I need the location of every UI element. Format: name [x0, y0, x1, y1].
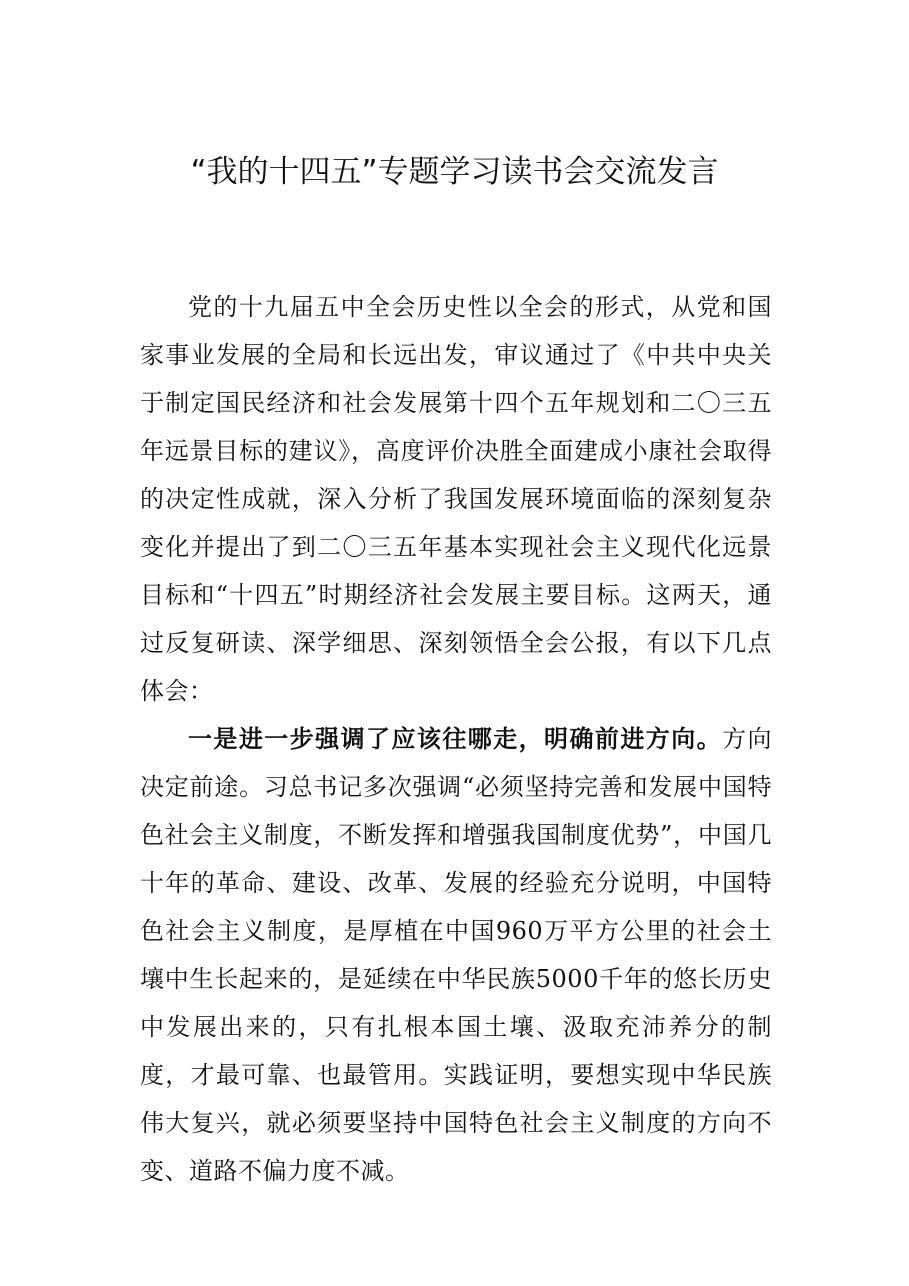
document-body: [140, 283, 772, 1195]
paragraph-point-one: [140, 715, 772, 1195]
paragraph-intro: [140, 283, 772, 715]
document-title: “我的十四五”专题学习读书会交流发言: [190, 154, 719, 190]
paragraph-text: 方向决定前途。习总书记多次强调“必须坚持完善和发展中国特色社会主义制度，不断发挥和增强我国制度优势”，中国几十年的革命、建设、改革、发展的经验充分说明，中国特色社会主义制度，是厚植在中国960万平方公里的社会土壤中生长起来的，是延续在中华民族5000千年的悠长历史中发展出来的，只有扎根本国土壤、汲取充沛养分的制度，才最可靠、也最管用。实践证明，要想实现中华民族伟大复兴，就必须要坚持中国特色社会主义制度的方向不变、道路不偏力度不减。: [140, 725, 773, 1185]
paragraph-text: 党的十九届五中全会历史性以全会的形式，从党和国家事业发展的全局和长远出发，审议通过了《中共中央关于制定国民经济和社会发展第十四个五年规划和二〇三五年远景目标的建议》，高度评价决胜全面建成小康社会取得的决定性成就，深入分析了我国发展环境面临的深刻复杂变化并提出了到二〇三五年基本实现社会主义现代化远景目标和“十四五”时期经济社会发展主要目标。这两天，通过反复研读、深学细思、深刻领悟全会公报，有以下几点体会：: [140, 293, 772, 705]
paragraph-lead: 一是进一步强调了应该往哪走，明确前进方向。: [188, 724, 723, 753]
